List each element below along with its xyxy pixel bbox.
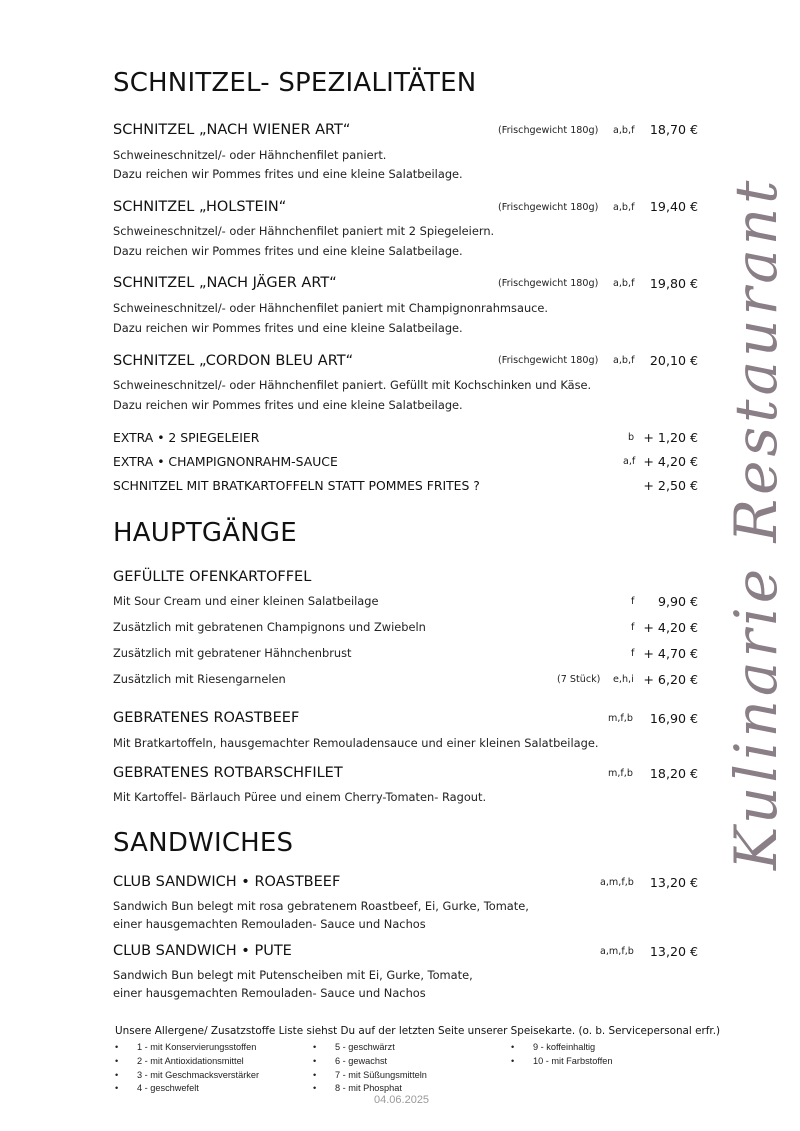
additive-list-col3: • 9 - koffeinhaltig • 10 - mit Farbstoffen xyxy=(511,1042,613,1066)
item-allergens: a,b,f xyxy=(613,278,635,289)
item-description: Schweineschnitzel/- oder Hähnchenfilet paniert mit Champignonrahmsauce. xyxy=(113,301,549,315)
option-label: Zusätzlich mit Riesengarnelen xyxy=(113,672,286,686)
item-title: GEBRATENES ROASTBEEF xyxy=(113,710,300,726)
option-price: + 6,20 € xyxy=(643,672,698,687)
item-description: Dazu reichen wir Pommes frites und eine kleine Salatbeilage. xyxy=(113,321,463,335)
item-price: 18,20 € xyxy=(649,766,698,781)
item-price: 16,90 € xyxy=(649,711,698,726)
item-allergens: m,f,b xyxy=(608,768,633,779)
item-title: GEFÜLLTE OFENKARTOFFEL xyxy=(113,569,312,585)
item-description: Mit Kartoffel- Bärlauch Püree und einem Cherry-Tomaten- Ragout. xyxy=(113,790,487,804)
item-price: 13,20 € xyxy=(649,875,698,890)
extra-label: EXTRA • 2 SPIEGELEIER xyxy=(113,430,260,445)
extra-label: SCHNITZEL MIT BRATKARTOFFELN STATT POMMES FRITES ? xyxy=(113,478,480,493)
option-allergens: f xyxy=(631,596,635,607)
extra-price: + 4,20 € xyxy=(643,454,698,469)
item-allergens: a,b,f xyxy=(613,355,635,366)
option-price: + 4,20 € xyxy=(643,620,698,635)
option-allergens: f xyxy=(631,622,635,633)
brand-logo: Kulinarie Restaurant xyxy=(722,176,790,870)
option-price: + 4,70 € xyxy=(643,646,698,661)
item-price: 19,80 € xyxy=(649,276,698,291)
item-weight: (Frischgewicht 180g) xyxy=(498,278,599,289)
item-allergens: a,m,f,b xyxy=(600,877,634,888)
item-title: SCHNITZEL „NACH JÄGER ART“ xyxy=(113,275,337,291)
option-allergens: e,h,i xyxy=(613,674,634,685)
extra-price: + 1,20 € xyxy=(643,430,698,445)
item-allergens: a,b,f xyxy=(613,202,635,213)
extra-allergens: b xyxy=(628,432,635,443)
item-description: Dazu reichen wir Pommes frites und eine kleine Salatbeilage. xyxy=(113,244,463,258)
item-title: CLUB SANDWICH • ROASTBEEF xyxy=(113,874,341,890)
extra-price: + 2,50 € xyxy=(643,478,698,493)
item-title: SCHNITZEL „HOLSTEIN“ xyxy=(113,199,287,215)
item-price: 20,10 € xyxy=(649,353,698,368)
print-date: 04.06.2025 xyxy=(374,1094,430,1106)
item-title: SCHNITZEL „CORDON BLEU ART“ xyxy=(113,353,354,369)
item-weight: (Frischgewicht 180g) xyxy=(498,202,599,213)
item-description: Dazu reichen wir Pommes frites und eine kleine Salatbeilage. xyxy=(113,167,463,181)
item-title: CLUB SANDWICH • PUTE xyxy=(113,943,292,959)
item-allergens: a,m,f,b xyxy=(600,946,634,957)
item-allergens: a,b,f xyxy=(613,125,635,136)
item-weight: (Frischgewicht 180g) xyxy=(498,125,599,136)
item-description: einer hausgemachten Remouladen- Sauce und Nachos xyxy=(113,986,426,1000)
section-heading-hauptgaenge: HAUPTGÄNGE xyxy=(113,518,297,548)
item-description: Sandwich Bun belegt mit rosa gebratenem Roastbeef, Ei, Gurke, Tomate, xyxy=(113,899,529,913)
item-description: Schweineschnitzel/- oder Hähnchenfilet paniert. Gefüllt mit Kochschinken und Käse. xyxy=(113,378,592,392)
item-description: Mit Bratkartoffeln, hausgemachter Remouladensauce und einer kleinen Salatbeilage. xyxy=(113,736,599,750)
item-description: Dazu reichen wir Pommes frites und eine kleine Salatbeilage. xyxy=(113,398,463,412)
item-allergens: m,f,b xyxy=(608,713,633,724)
option-label: Mit Sour Cream und einer kleinen Salatbeilage xyxy=(113,594,379,608)
additive-list-col2: • 5 - geschwärzt • 6 - gewachst • 7 - mit Süßungsmitteln • 8 - mit Phosphat xyxy=(313,1042,427,1094)
item-price: 18,70 € xyxy=(649,122,698,137)
item-title: SCHNITZEL „NACH WIENER ART“ xyxy=(113,122,351,138)
option-allergens: f xyxy=(631,648,635,659)
item-description: Sandwich Bun belegt mit Putenscheiben mit Ei, Gurke, Tomate, xyxy=(113,968,473,982)
additive-list-col1: • 1 - mit Konservierungsstoffen • 2 - mit Antioxidationsmittel • 3 - mit Geschmacksverstärker • 4 - geschwefelt xyxy=(115,1042,260,1094)
item-title: GEBRATENES ROTBARSCHFILET xyxy=(113,765,343,781)
item-price: 19,40 € xyxy=(649,199,698,214)
section-heading-schnitzel: SCHNITZEL- SPEZIALITÄTEN xyxy=(113,68,477,98)
extra-allergens: a,f xyxy=(623,456,636,467)
option-label: Zusätzlich mit gebratenen Champignons und Zwiebeln xyxy=(113,620,426,634)
allergen-note: Unsere Allergene/ Zusatzstoffe Liste siehst Du auf der letzten Seite unserer Speisekarte. (o. b. Servicepersonal erfr.) xyxy=(115,1025,721,1037)
section-heading-sandwiches: SANDWICHES xyxy=(113,828,294,858)
option-price: 9,90 € xyxy=(657,594,698,609)
option-label: Zusätzlich mit gebratener Hähnchenbrust xyxy=(113,646,352,660)
item-description: Schweineschnitzel/- oder Hähnchenfilet paniert mit 2 Spiegeleiern. xyxy=(113,224,495,238)
item-description: einer hausgemachten Remouladen- Sauce und Nachos xyxy=(113,917,426,931)
item-description: Schweineschnitzel/- oder Hähnchenfilet paniert. xyxy=(113,148,387,162)
option-weight: (7 Stück) xyxy=(557,674,601,685)
item-weight: (Frischgewicht 180g) xyxy=(498,355,599,366)
item-price: 13,20 € xyxy=(649,944,698,959)
extra-label: EXTRA • CHAMPIGNONRAHM-SAUCE xyxy=(113,454,338,469)
